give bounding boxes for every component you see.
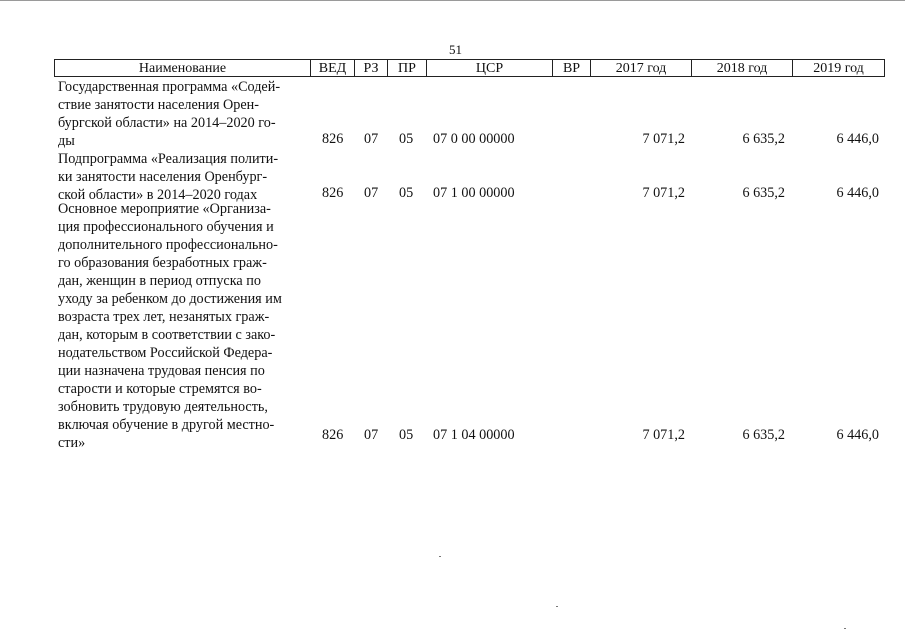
header-2018: 2018 год xyxy=(691,59,793,77)
name-line: Основное мероприятие «Организа- xyxy=(58,201,271,217)
header-name: Наименование xyxy=(54,59,311,77)
page-number: 51 xyxy=(449,42,462,57)
cell-2017: 7 071,2 xyxy=(642,185,685,201)
name-line: старости и которые стремятся во- xyxy=(58,381,262,397)
header-ved: ВЕД xyxy=(310,59,355,77)
cell-2017: 7 071,2 xyxy=(642,131,685,147)
name-line: уходу за ребенком до достижения им xyxy=(58,291,282,307)
scan-speck xyxy=(439,556,441,557)
name-line: го образования безработных граж- xyxy=(58,255,267,271)
page-top-edge xyxy=(0,0,905,1)
name-line: Государственная программа «Содей- xyxy=(58,79,281,95)
cell-2019: 6 446,0 xyxy=(836,131,879,147)
name-line: ции назначена трудовая пенсия по xyxy=(58,363,265,379)
cell-pr: 05 xyxy=(399,131,414,147)
name-line: сти» xyxy=(58,435,86,451)
cell-ved: 826 xyxy=(322,427,344,443)
cell-csr: 07 1 04 00000 xyxy=(433,427,515,443)
header-csr: ЦСР xyxy=(426,59,553,77)
row-name xyxy=(58,78,313,150)
name-line: бургской области» на 2014–2020 го- xyxy=(58,115,276,131)
name-line: нодательством Российской Федера- xyxy=(58,345,273,361)
cell-pr: 05 xyxy=(399,185,414,201)
cell-2017: 7 071,2 xyxy=(642,427,685,443)
name-line: Подпрограмма «Реализация полити- xyxy=(58,151,279,167)
name-line: ствие занятости населения Орен- xyxy=(58,97,259,113)
scan-speck xyxy=(556,606,558,607)
cell-rz: 07 xyxy=(364,185,379,201)
cell-pr: 05 xyxy=(399,427,414,443)
name-line: ция профессионального обучения и xyxy=(58,219,274,235)
cell-2019: 6 446,0 xyxy=(836,185,879,201)
name-line: дан, которым в соответствии с зако- xyxy=(58,327,276,343)
cell-csr: 07 1 00 00000 xyxy=(433,185,515,201)
name-line: включая обучение в другой местно- xyxy=(58,417,275,433)
cell-2018: 6 635,2 xyxy=(742,185,785,201)
row-name xyxy=(58,200,313,452)
cell-rz: 07 xyxy=(364,427,379,443)
name-line: дополнительного профессионально- xyxy=(58,237,278,253)
cell-2018: 6 635,2 xyxy=(742,131,785,147)
table-header xyxy=(54,59,885,77)
header-pr: ПР xyxy=(387,59,427,77)
scan-speck xyxy=(844,628,846,629)
name-line: дан, женщин в период отпуска по xyxy=(58,273,261,289)
cell-ved: 826 xyxy=(322,131,344,147)
cell-csr: 07 0 00 00000 xyxy=(433,131,515,147)
name-line: ды xyxy=(58,133,75,149)
cell-ved: 826 xyxy=(322,185,344,201)
name-line: зобновить трудовую деятельность, xyxy=(58,399,268,415)
name-line: ки занятости населения Оренбург- xyxy=(58,169,268,185)
header-2019: 2019 год xyxy=(792,59,885,77)
header-2017: 2017 год xyxy=(590,59,692,77)
cell-rz: 07 xyxy=(364,131,379,147)
name-line: ской области» в 2014–2020 годах xyxy=(58,187,258,203)
cell-2018: 6 635,2 xyxy=(742,427,785,443)
row-name xyxy=(58,150,313,204)
cell-2019: 6 446,0 xyxy=(836,427,879,443)
header-rz: РЗ xyxy=(354,59,388,77)
header-vr: ВР xyxy=(552,59,591,77)
name-line: возраста трех лет, незанятых граж- xyxy=(58,309,270,325)
